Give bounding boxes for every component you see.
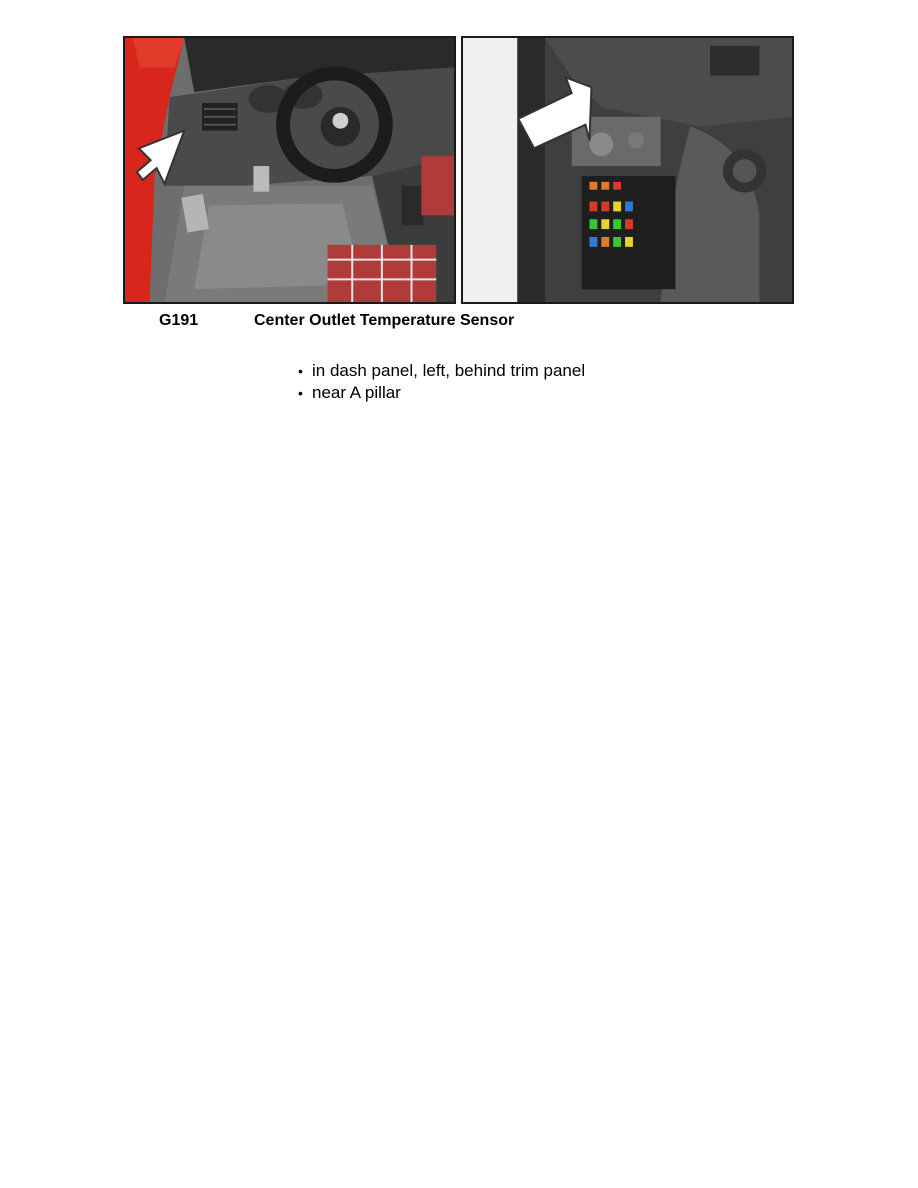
component-title: Center Outlet Temperature Sensor	[254, 312, 515, 329]
note-text: in dash panel, left, behind trim panel	[312, 361, 586, 380]
bullet-icon: •	[298, 363, 303, 379]
note-item	[298, 382, 585, 404]
dash-panel-illustration	[463, 38, 792, 302]
note-item	[298, 360, 585, 382]
note-text: near A pillar	[312, 383, 401, 402]
car-interior-illustration	[125, 38, 454, 302]
car-interior-photo	[123, 36, 456, 304]
dash-panel-photo	[461, 36, 794, 304]
location-notes	[298, 360, 585, 404]
component-code: G191	[159, 312, 199, 329]
bullet-icon: •	[298, 385, 303, 401]
